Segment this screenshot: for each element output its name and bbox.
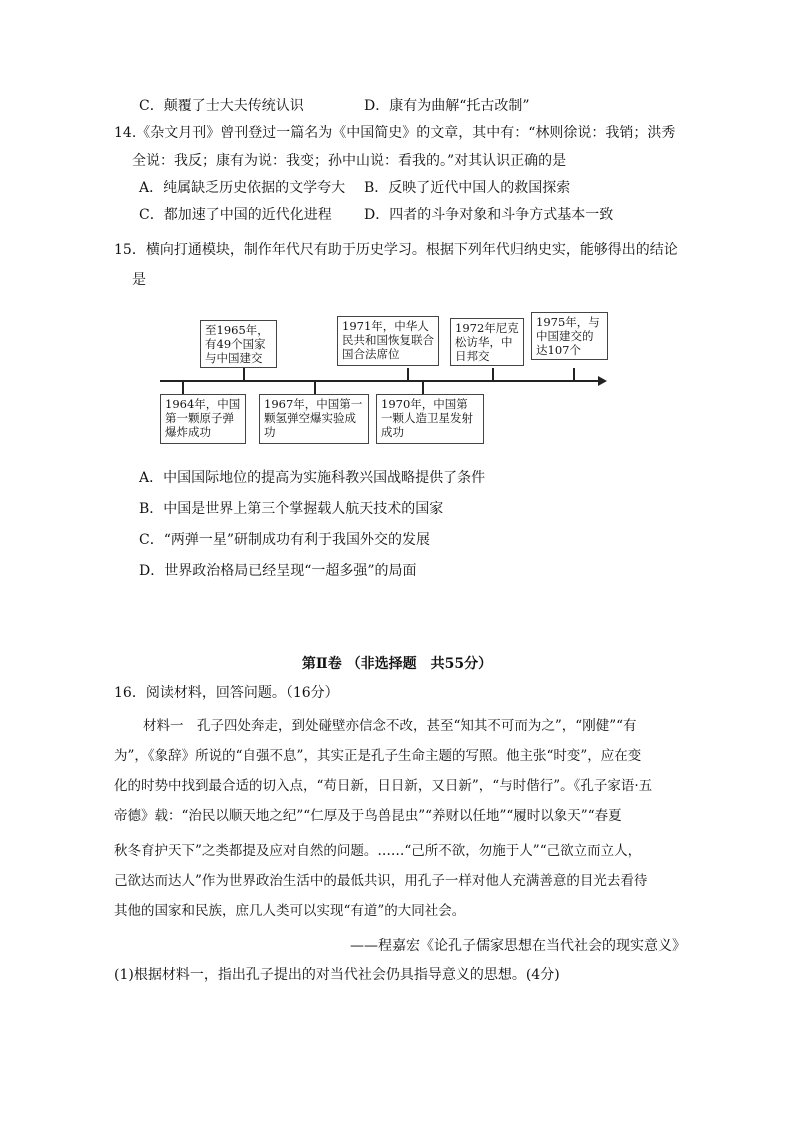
material-line: 帝德》载：“治民以顺天地之纪”“仁厚及于鸟兽昆虫”“养财以任地”“履时以象天”“春夏	[114, 808, 622, 824]
q14-option-a: A．纯属缺乏历史依据的文学夸大	[139, 180, 346, 196]
timeline-event-1967: 1967年，中国第一颗氢弹空爆实验成功	[259, 394, 369, 444]
timeline-tick	[573, 368, 575, 381]
q14-option-b: B．反映了近代中国人的救国探索	[364, 180, 571, 196]
material-line: 其他的国家和民族，庶几人类可以实现“有道”的大同社会。	[114, 903, 466, 919]
material-line: 秋冬育护天下”之类都提及应对自然的问题。……“己所不欲，勿施于人”“己欲立而立人，	[114, 843, 642, 859]
material-line: 化的时势中找到最合适的切入点，“苟日新，日日新，又日新”，“与时偕行”。《孔子家语·五	[114, 778, 653, 794]
timeline-axis	[160, 380, 600, 382]
timeline-event-1975: 1975年，与中国建交的达107个	[531, 312, 608, 360]
timeline-tick	[243, 368, 245, 381]
q14-option-d: D．四者的斗争对象和斗争方式基本一致	[364, 207, 614, 223]
material-line: 材料一 孔子四处奔走，到处碰壁亦信念不改，甚至“知其不可而为之”，“刚健”“有	[143, 718, 637, 734]
q15-stem-line2: 是	[132, 272, 146, 288]
q13-option-c: C．颠覆了士大夫传统认识	[139, 98, 304, 114]
material-line: 为”，《象辞》所说的“自强不息”，其实正是孔子生命主题的写照。他主张“时变”，应在变	[114, 748, 642, 764]
material-source: ——程嘉宏《论孔子儒家思想在当代社会的现实意义》	[350, 938, 686, 954]
timeline-event-1970: 1970年，中国第一颗人造卫星发射成功	[376, 394, 484, 444]
timeline-tick	[422, 380, 424, 394]
timeline-tick	[492, 368, 494, 381]
q14-stem-line2: 全说：我反；康有为说：我变；孙中山说：看我的。”对其认识正确的是	[132, 153, 567, 169]
q15-option-a: A．中国国际地位的提高为实施科教兴国战略提供了条件	[139, 470, 486, 486]
material-line: 己欲达而达人”作为世界政治生活中的最低共识，用孔子一样对他人充满善意的目光去看待	[114, 873, 648, 889]
q15-stem-line1: 15．横向打通模块，制作年代尺有助于历史学习。根据下列年代归纳史实，能够得出的结论	[114, 242, 678, 258]
q13-option-d: D．康有为曲解“托古改制”	[364, 98, 530, 114]
q15-option-b: B．中国是世界上第三个掌握载人航天技术的国家	[139, 501, 444, 517]
q15-option-c: C．“两弹一星”研制成功有利于我国外交的发展	[139, 532, 431, 548]
timeline-arrow	[598, 376, 607, 386]
timeline-tick	[314, 380, 316, 394]
timeline-event-1964: 1964年，中国第一颗原子弹爆炸成功	[160, 394, 246, 444]
timeline-event-1965: 至1965年，有49个国家与中国建交	[200, 320, 277, 368]
timeline-event-1971: 1971年，中华人民共和国恢复联合国合法席位	[337, 316, 439, 366]
section-title: 第Ⅱ卷 （非选择题 共55分）	[301, 656, 493, 672]
q14-stem-line1: 14.《杂文月刊》曾刊登过一篇名为《中国简史》的文章，其中有：“林则徐说：我销；洪秀	[114, 125, 676, 141]
timeline-event-1972: 1972年尼克松访华，中日邦交	[450, 318, 524, 366]
timeline-tick	[407, 368, 409, 381]
q15-option-d: D．世界政治格局已经呈现“一超多强”的局面	[139, 563, 417, 579]
q16-subquestion-1: (1)根据材料一，指出孔子提出的对当代社会仍具指导意义的思想。(4分)	[114, 967, 560, 983]
timeline-tick	[182, 380, 184, 394]
q14-option-c: C．都加速了中国的近代化进程	[139, 207, 332, 223]
q16-stem: 16．阅读材料，回答问题。（16分）	[114, 685, 339, 701]
